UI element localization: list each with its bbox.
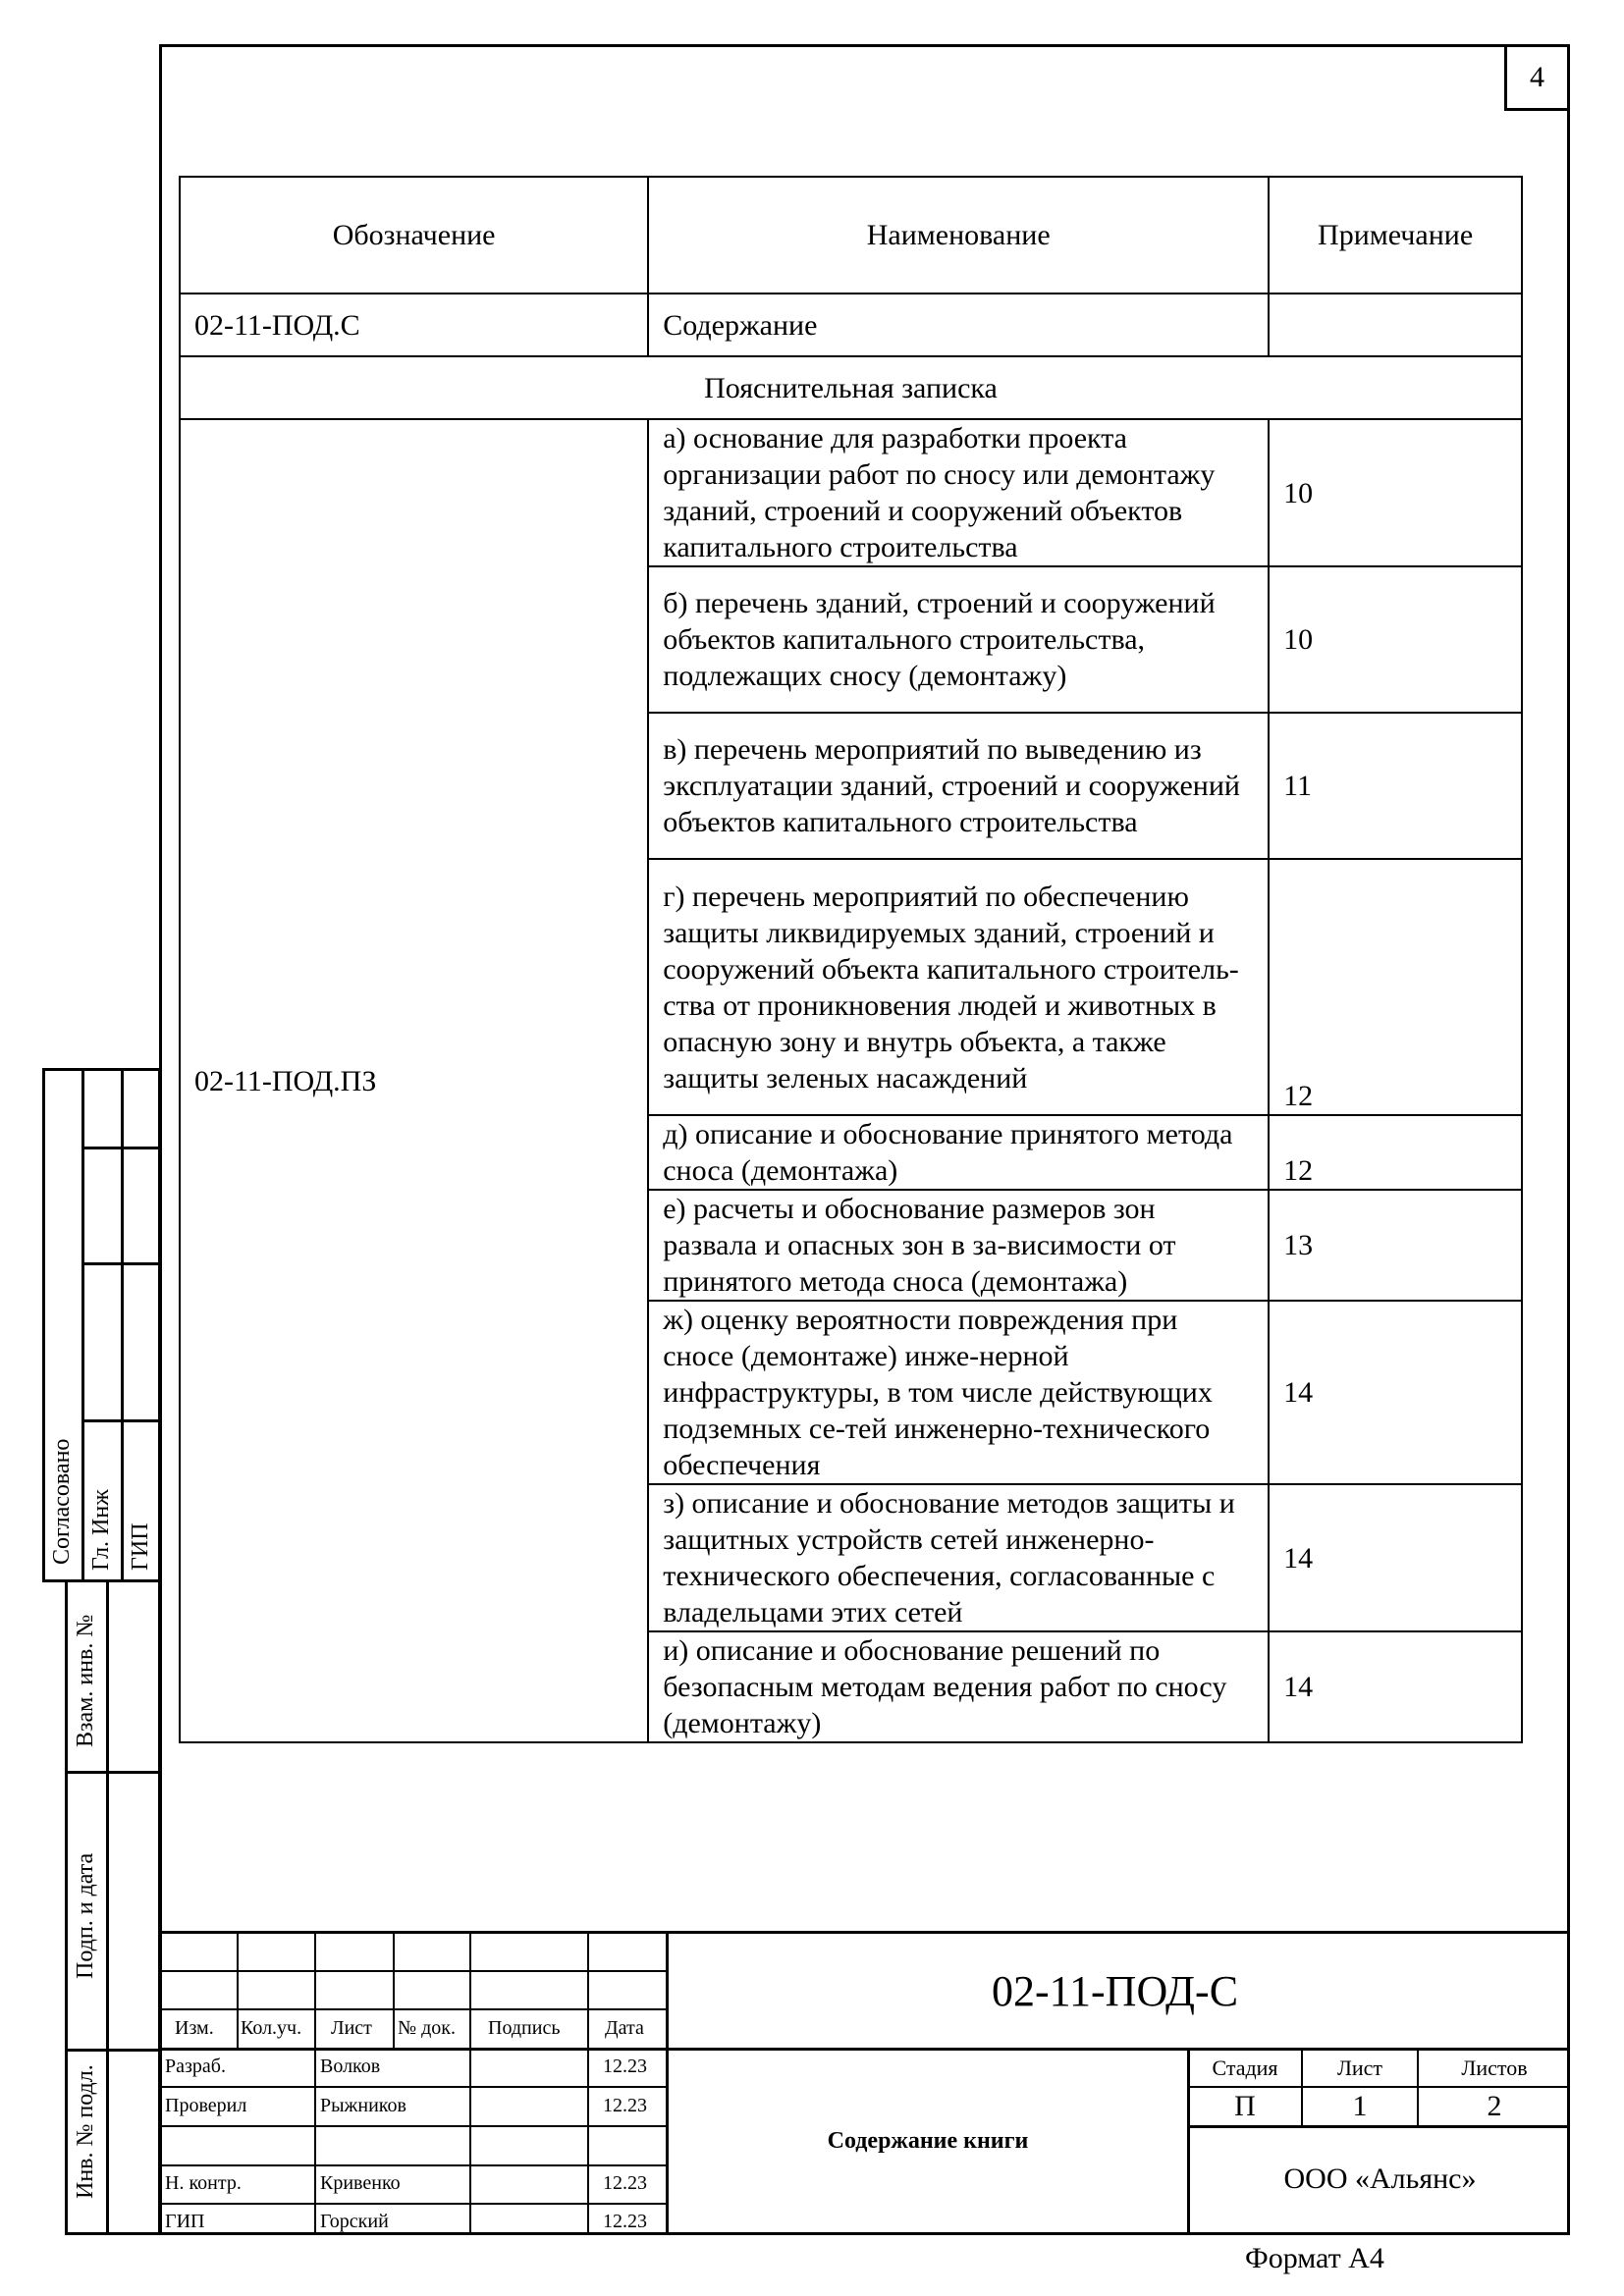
date-norm-control: 12.23 bbox=[603, 2172, 647, 2194]
table-row bbox=[180, 419, 1522, 566]
sign-date-label: Подп. и дата bbox=[73, 1852, 98, 1979]
contents-designation: 02-11-ПОД.С bbox=[180, 294, 648, 356]
header-name: Наименование bbox=[648, 177, 1269, 294]
header-note: Примечание bbox=[1269, 177, 1522, 294]
item-name: а) основание для разработки проекта организации работ по сносу или демонтажу зданий, строений и сооружений объектов капитального строительства bbox=[648, 419, 1269, 566]
item-name: и) описание и обоснование решений по безопасным методам ведения работ по сносу (демонтажу) bbox=[648, 1631, 1269, 1742]
name-norm-control: Кривенко bbox=[320, 2172, 401, 2194]
item-name: д) описание и обоснование принятого метода сноса (демонтажа) bbox=[648, 1115, 1269, 1190]
date-checker: 12.23 bbox=[603, 2095, 647, 2116]
item-name: ж) оценку вероятности повреждения при сносе (демонтаже) инже-нерной инфраструктуры, в том числе действующих подземных се-тей инженерно-технического обеспечения bbox=[648, 1301, 1269, 1484]
date-gip: 12.23 bbox=[603, 2211, 647, 2232]
item-note: 10 bbox=[1269, 419, 1522, 566]
item-note: 14 bbox=[1269, 1484, 1522, 1631]
contents-note bbox=[1269, 294, 1522, 356]
item-note: 14 bbox=[1269, 1631, 1522, 1742]
company-name: ООО «Альянс» bbox=[1283, 2163, 1477, 2195]
stage-value: П bbox=[1234, 2090, 1256, 2122]
stage-label: Стадия bbox=[1212, 2056, 1278, 2080]
date-developer: 12.23 bbox=[603, 2056, 647, 2077]
pz-designation: 02-11-ПОД.ПЗ bbox=[180, 419, 648, 1742]
name-gip: Горский bbox=[320, 2211, 389, 2232]
section-title: Пояснительная записка bbox=[180, 356, 1522, 419]
item-note: 14 bbox=[1269, 1301, 1522, 1484]
item-name: в) перечень мероприятий по выведению из эксплуатации зданий, строений и сооружений объектов капитального строительства bbox=[648, 713, 1269, 859]
sheets-value: 2 bbox=[1487, 2090, 1502, 2122]
col-izm: Изм. bbox=[175, 2017, 214, 2039]
col-list: Лист bbox=[331, 2017, 372, 2039]
item-note: 12 bbox=[1269, 1115, 1522, 1190]
item-note: 10 bbox=[1269, 566, 1522, 713]
page-number: 4 bbox=[1504, 44, 1570, 111]
role-developer: Разраб. bbox=[165, 2056, 226, 2077]
name-checker: Рыжников bbox=[320, 2095, 406, 2116]
chief-eng-label: Гл. Инж bbox=[88, 1489, 114, 1571]
col-doc: № док. bbox=[398, 2017, 456, 2039]
contents-table bbox=[179, 176, 1523, 1743]
col-kol: Кол.уч. bbox=[241, 2017, 302, 2039]
role-checker: Проверил bbox=[165, 2095, 247, 2116]
table-row bbox=[180, 294, 1522, 356]
agreed-label: Согласовано bbox=[49, 1438, 75, 1565]
role-gip: ГИП bbox=[165, 2211, 205, 2232]
format-label: Формат А4 bbox=[1245, 2242, 1384, 2274]
header-designation: Обозначение bbox=[180, 177, 648, 294]
inv-orig-label: Инв. № подл. bbox=[73, 2064, 98, 2199]
sheet-label: Лист bbox=[1336, 2056, 1383, 2080]
item-note: 12 bbox=[1269, 859, 1522, 1115]
col-date: Дата bbox=[605, 2017, 644, 2039]
col-sign: Подпись bbox=[488, 2017, 561, 2039]
item-name: б) перечень зданий, строений и сооружений объектов капитального строительства, подлежащих сносу (демонтажу) bbox=[648, 566, 1269, 713]
document-title: Содержание книги bbox=[827, 2128, 1029, 2154]
role-norm-control: Н. контр. bbox=[165, 2172, 242, 2194]
contents-name: Содержание bbox=[648, 294, 1269, 356]
item-name: г) перечень мероприятий по обеспечению защиты ликвидируемых зданий, строений и сооружений объекта капитального строитель-ства от проникновения людей и животных в опасную зону и внутрь объекта, а также защиты зеленых насаждений bbox=[648, 859, 1269, 1115]
table-header-row bbox=[180, 177, 1522, 294]
item-note: 11 bbox=[1269, 713, 1522, 859]
replace-inv-label: Взам. инв. № bbox=[73, 1614, 98, 1747]
item-name: е) расчеты и обоснование размеров зон развала и опасных зон в за-висимости от принятого метода сноса (демонтажа) bbox=[648, 1190, 1269, 1301]
sheets-label: Листов bbox=[1461, 2056, 1528, 2080]
sheet-value: 1 bbox=[1352, 2090, 1368, 2122]
document-code: 02-11-ПОД-С bbox=[992, 1967, 1239, 2015]
name-developer: Волков bbox=[320, 2056, 381, 2077]
gip-label: ГИП bbox=[128, 1522, 153, 1571]
item-note: 13 bbox=[1269, 1190, 1522, 1301]
section-row bbox=[180, 356, 1522, 419]
item-name: з) описание и обоснование методов защиты и защитных устройств сетей инженерно-технического обеспечения, согласованные с владельцами этих сетей bbox=[648, 1484, 1269, 1631]
